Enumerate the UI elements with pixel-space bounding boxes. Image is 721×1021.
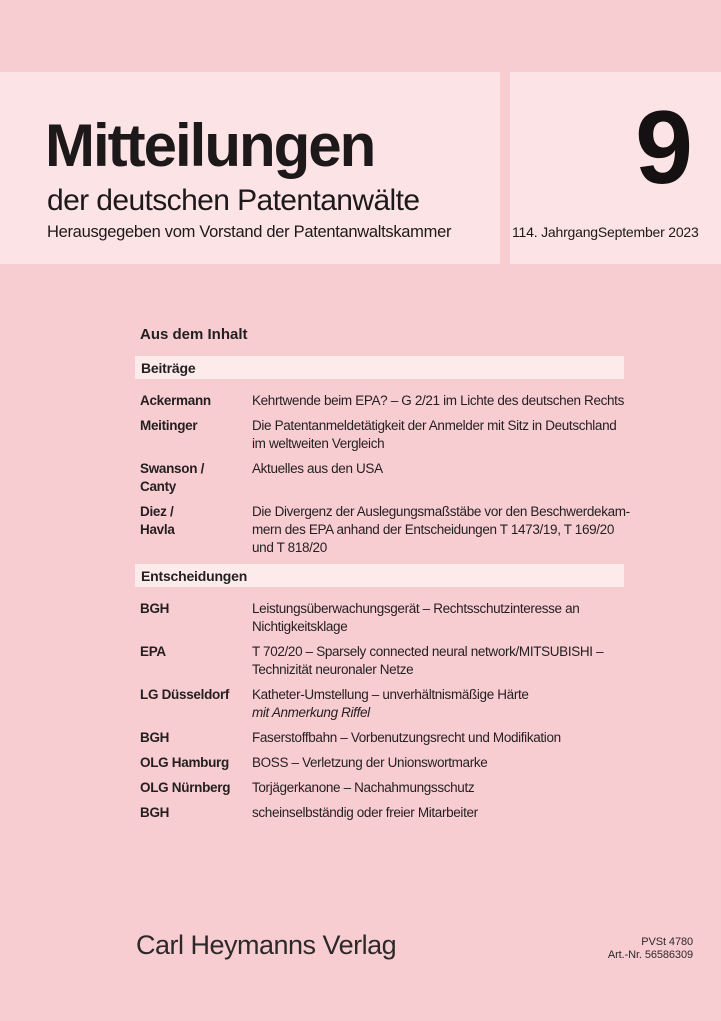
- article-number: Art.-Nr. 56586309: [607, 949, 693, 961]
- section-entries-beitraege: [135, 392, 630, 557]
- entry-title: [252, 392, 624, 410]
- entry-author: [140, 600, 252, 618]
- entry-title: [252, 460, 624, 478]
- contents-heading: Aus dem Inhalt: [140, 326, 248, 343]
- entry-author: [140, 392, 252, 410]
- issue-number: 9: [635, 90, 693, 206]
- entry-author-line: Swanson /: [140, 461, 205, 476]
- entry-author-line: OLG Nürnberg: [140, 780, 231, 795]
- entry-title: [252, 503, 630, 557]
- entry-author: [140, 686, 252, 704]
- entry-title-line: Torjägerkanone – Nachahmungsschutz: [252, 780, 475, 795]
- toc-entry: [135, 729, 624, 747]
- toc-entry: [135, 686, 624, 722]
- entry-title-line: und T 818/20: [252, 540, 327, 555]
- entry-title-line: Kehrtwende beim EPA? – G 2/21 im Lichte des deutschen Rechts: [252, 393, 624, 408]
- footer-meta: [510, 936, 693, 962]
- toc-entry: [135, 804, 624, 822]
- entry-title: [252, 729, 624, 747]
- entry-author: [140, 779, 252, 797]
- entry-title-line: T 702/20 – Sparsely connected neural network/MITSUBISHI –: [252, 644, 604, 659]
- entry-author-line: OLG Hamburg: [140, 755, 229, 770]
- entry-title: [252, 643, 624, 679]
- entry-title-line: Faserstoffbahn – Vorbenutzungsrecht und Modifikation: [252, 730, 561, 745]
- entry-author-line: Diez /: [140, 504, 174, 519]
- section-band-beitraege: [135, 356, 624, 379]
- toc-entry: [135, 754, 624, 772]
- pvst-number: PVSt 4780: [641, 936, 693, 948]
- toc-entry: [135, 460, 624, 496]
- journal-title: Mitteilungen: [45, 112, 375, 179]
- entry-title-line: im weltweiten Vergleich: [252, 436, 385, 451]
- entry-title-line: Die Divergenz der Auslegungsmaßstäbe vor den Beschwerdekam-: [252, 504, 630, 519]
- entry-author: [140, 804, 252, 822]
- toc-entry: [135, 643, 624, 679]
- toc-entry: [135, 600, 624, 636]
- entry-title-line: Die Patentanmeldetätigkeit der Anmelder mit Sitz in Deutschland: [252, 418, 617, 433]
- volume-label: 114. Jahrgang: [512, 224, 598, 240]
- section-entries-entscheidungen: [135, 600, 624, 822]
- toc-entry: [135, 779, 624, 797]
- entry-title: [252, 600, 624, 636]
- entry-author: [140, 729, 252, 747]
- publisher-name: Carl Heymanns Verlag: [136, 930, 397, 960]
- entry-author-line: BGH: [140, 730, 170, 745]
- toc-entry: [135, 392, 624, 410]
- entry-author: [140, 417, 252, 435]
- entry-title-line: Nichtigkeitsklage: [252, 619, 348, 634]
- entry-title-line: Technizität neuronaler Netze: [252, 662, 414, 677]
- section-label: Entscheidungen: [141, 567, 248, 584]
- entry-author: [140, 754, 252, 772]
- entry-title: [252, 754, 624, 772]
- entry-author-line: Meitinger: [140, 418, 198, 433]
- entry-author-line: Havla: [140, 522, 175, 537]
- entry-author: [140, 643, 252, 661]
- entry-title: [252, 417, 624, 453]
- entry-title-line: Aktuelles aus den USA: [252, 461, 383, 476]
- entry-author-line: BGH: [140, 601, 170, 616]
- journal-tagline: Herausgegeben vom Vorstand der Patentanwaltskammer: [47, 223, 452, 241]
- toc-entry: [135, 417, 624, 453]
- entry-title-line: mern des EPA anhand der Entscheidungen T 1473/19, T 169/20: [252, 522, 614, 537]
- entry-author-line: LG Düsseldorf: [140, 687, 230, 702]
- entry-title-line: BOSS – Verletzung der Unionswortmarke: [252, 755, 488, 770]
- table-of-contents: [135, 320, 630, 829]
- toc-entry: [135, 503, 630, 557]
- entry-author-line: BGH: [140, 805, 170, 820]
- entry-title-line: scheinselbständig oder freier Mitarbeiter: [252, 805, 478, 820]
- issue-date: September 2023: [597, 224, 699, 240]
- entry-author-line: Ackermann: [140, 393, 211, 408]
- entry-author: [140, 503, 252, 539]
- entry-annotation-line: mit Anmerkung Riffel: [252, 705, 370, 720]
- section-band-entscheidungen: [135, 564, 624, 587]
- entry-title: [252, 686, 624, 722]
- journal-subtitle: der deutschen Patentanwälte: [47, 184, 420, 217]
- entry-title: [252, 779, 624, 797]
- issue-meta: [512, 224, 699, 240]
- entry-title: [252, 804, 624, 822]
- entry-author-line: Canty: [140, 479, 177, 494]
- entry-title-line: Leistungsüberwachungsgerät – Rechtsschutzinteresse an: [252, 601, 580, 616]
- entry-title-line: Katheter-Umstellung – unverhältnismäßige Härte: [252, 687, 529, 702]
- section-label: Beiträge: [141, 359, 196, 376]
- entry-author-line: EPA: [140, 644, 166, 659]
- entry-author: [140, 460, 252, 496]
